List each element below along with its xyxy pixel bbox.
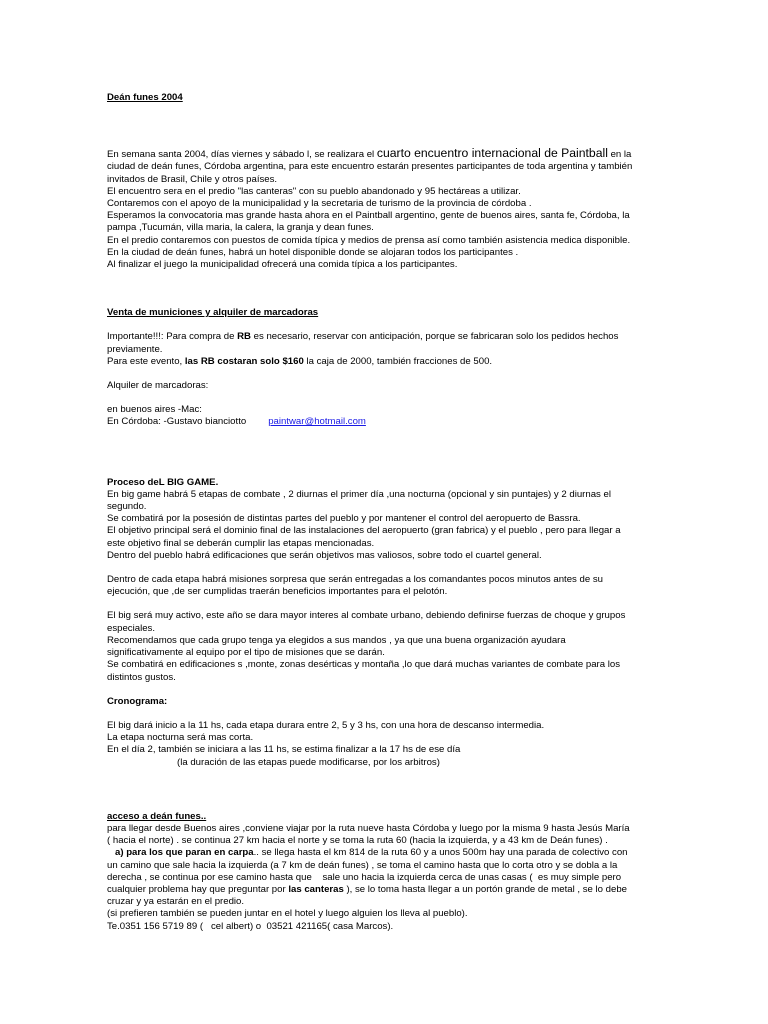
proceso-line: distintos gustos. xyxy=(107,671,176,683)
proceso-line: Dentro del pueblo habrá edificaciones que serán objetivos mas valiosos, sobre todo el cuartel general. xyxy=(107,549,542,561)
acceso-line: cruzar y ya estarán en el predio. xyxy=(107,896,245,908)
document-page xyxy=(107,92,667,933)
proceso-line: Se combatirá por la posesión de distintas partes del pueblo y por mantener el control del aeropuerto de Bassra. xyxy=(107,513,581,525)
proceso-line: Dentro de cada etapa habrá misiones sorpresa que serán entregadas a los comandantes pocos minutos antes de su xyxy=(107,574,603,586)
acceso-line: ( hacia el norte) . se continua 27 km hacia el norte y se toma la ruta 60 (hacia la izquierda, y a 43 km de Deán funes) . xyxy=(107,835,608,847)
proceso-line: El objetivo principal será el dominio final de las instalaciones del aeropuerto (gran fabrica) y el pueblo , pero para llegar a xyxy=(107,525,621,537)
acceso-line xyxy=(107,847,667,859)
venta-line xyxy=(107,331,667,343)
event-name: cuarto encuentro internacional de Paintball xyxy=(376,146,608,161)
proceso-section xyxy=(107,477,667,684)
rb-label: RB xyxy=(237,331,251,343)
camping-label: a) para los que paran en carpa xyxy=(107,847,254,859)
proceso-line: Recomendamos que cada grupo tenga ya elegidos a sus mandos , ya que una buena organización ayudara xyxy=(107,634,566,646)
intro-line: invitados de Brasil, Chile y otros países. xyxy=(107,173,278,185)
section-heading-cronograma: Cronograma: xyxy=(107,695,168,707)
section-heading-venta: Venta de municiones y alquiler de marcadoras xyxy=(107,307,319,319)
venta-text: la caja de 2000, también fracciones de 500. xyxy=(303,355,493,367)
acceso-line: un camino que sale hacia la izquierda (a 7 km de deán funes) , se toma el camino hasta que lo corta otro y se dobla a la xyxy=(107,859,618,871)
venta-text: Importante!!!: Para compra de xyxy=(107,331,238,343)
acceso-line: (si prefieren también se pueden juntar en el hotel y luego alguien los lleva al pueblo). xyxy=(107,908,468,920)
alquiler-label: Alquiler de marcadoras: xyxy=(107,380,209,392)
email-link[interactable]: paintwar@hotmail.com xyxy=(268,416,366,428)
proceso-line: Se combatirá en edificaciones s ,monte, zonas desérticas y montaña ,lo que dará muchas variantes de combate para los xyxy=(107,659,621,671)
contact-name: En Córdoba: -Gustavo bianciotto xyxy=(107,416,247,428)
venta-text: Para este evento, xyxy=(107,355,185,367)
proceso-line: En big game habrá 5 etapas de combate , 2 diurnas el primer día ,una nocturna (opcional y sin puntajes) y 2 diurnas el xyxy=(107,488,611,500)
cronograma-line: La etapa nocturna será mas corta. xyxy=(107,732,254,744)
venta-text: es necesario, reservar con anticipación, porque se fabricaran solo los pedidos hechos xyxy=(250,331,619,343)
proceso-line: segundo. xyxy=(107,501,147,513)
section-heading-proceso: Proceso deL BIG GAME. xyxy=(107,476,219,488)
intro-line: Esperamos la convocatoria mas grande hasta ahora en el Paintball argentino, gente de buenos aires, santa fe, Córdoba, la xyxy=(107,210,630,222)
canteras-label: las canteras xyxy=(288,883,344,895)
section-heading-acceso: acceso a deán funes.. xyxy=(107,810,207,822)
acceso-text: ), se lo toma hasta llegar a un portón grande de metal , se lo debe xyxy=(343,883,628,895)
phone-line: Te.0351 156 5719 89 ( cel albert) o 03521 421165( casa Marcos). xyxy=(107,920,394,932)
cronograma-line: El big dará inicio a la 11 hs, cada etapa durara entre 2, 5 y 3 hs, con una hora de descanso intermedia. xyxy=(107,719,545,731)
contact-cordoba xyxy=(107,416,667,428)
price-text: las RB costaran solo $160 xyxy=(184,355,304,367)
proceso-line: significativamente al equipo por el tipo de misiones que se darán. xyxy=(107,647,385,659)
venta-line: previamente. xyxy=(107,343,163,355)
intro-line: En el predio contaremos con puestos de comida típica y medios de prensa así como también asistencia medica disponible. xyxy=(107,234,631,246)
intro-line: Contaremos con el apoyo de la municipalidad y la secretaria de turismo de la provincia de córdoba . xyxy=(107,198,532,210)
proceso-line: este objetivo final se deberán cumplir las etapas mencionadas. xyxy=(107,537,375,549)
intro-line: El encuentro sera en el predio "las canteras" con su pueblo abandonado y 95 hectáreas a utilizar. xyxy=(107,185,521,197)
acceso-text: cualquier problema hay que preguntar por xyxy=(107,883,289,895)
cronograma-note: (la duración de las etapas puede modificarse, por los arbitros) xyxy=(177,756,440,768)
cronograma-line: En el día 2, también se iniciara a las 11 hs, se estima finalizar a la 17 hs de ese día xyxy=(107,744,461,756)
acceso-text: .. se llega hasta el km 814 de la ruta 60 y a unos 500m hay una parada de colectivo con xyxy=(253,847,628,859)
intro-line: ciudad de deán funes, Córdoba argentina, para este encuentro estarán presentes participantes de toda argentina y también xyxy=(107,161,633,173)
acceso-line xyxy=(107,884,667,896)
document-title: Deán funes 2004 xyxy=(107,92,183,103)
proceso-line: ejecución, que ,de ser cumplidas traerán beneficios importantes para el pelotón. xyxy=(107,586,448,598)
proceso-line: especiales. xyxy=(107,622,155,634)
venta-line xyxy=(107,356,667,368)
intro-line: pampa ,Tucumán, villa maria, la calera, la granja y dean funes. xyxy=(107,222,374,234)
cronograma-section xyxy=(107,696,667,769)
intro-line xyxy=(107,147,667,161)
acceso-line: para llegar desde Buenos aires ,conviene viajar por la ruta nueve hasta Córdoba y luego por la misma 9 hasta Jesús María xyxy=(107,822,630,834)
intro-text: en la xyxy=(607,149,632,161)
acceso-section xyxy=(107,811,667,933)
proceso-line: El big será muy activo, este año se dara mayor interes al combate urbano, debiendo definirse fuerzas de choque y grupos xyxy=(107,610,626,622)
intro-line: Al finalizar el juego la municipalidad ofrecerá una comida típica a los participantes. xyxy=(107,259,458,271)
intro-section xyxy=(107,147,667,271)
contact-buenos-aires: en buenos aires -Mac: xyxy=(107,404,202,416)
intro-text: En semana santa 2004, días viernes y sábado l, se realizara el xyxy=(107,149,377,161)
venta-section xyxy=(107,307,667,428)
acceso-line: derecha , se continua por ese camino hasta que sale uno hacia la izquierda cerca de unas casas ( es muy simple pero xyxy=(107,871,622,883)
intro-line: En la ciudad de deán funes, habrá un hotel disponible donde se alojaran todos los participantes . xyxy=(107,246,519,258)
